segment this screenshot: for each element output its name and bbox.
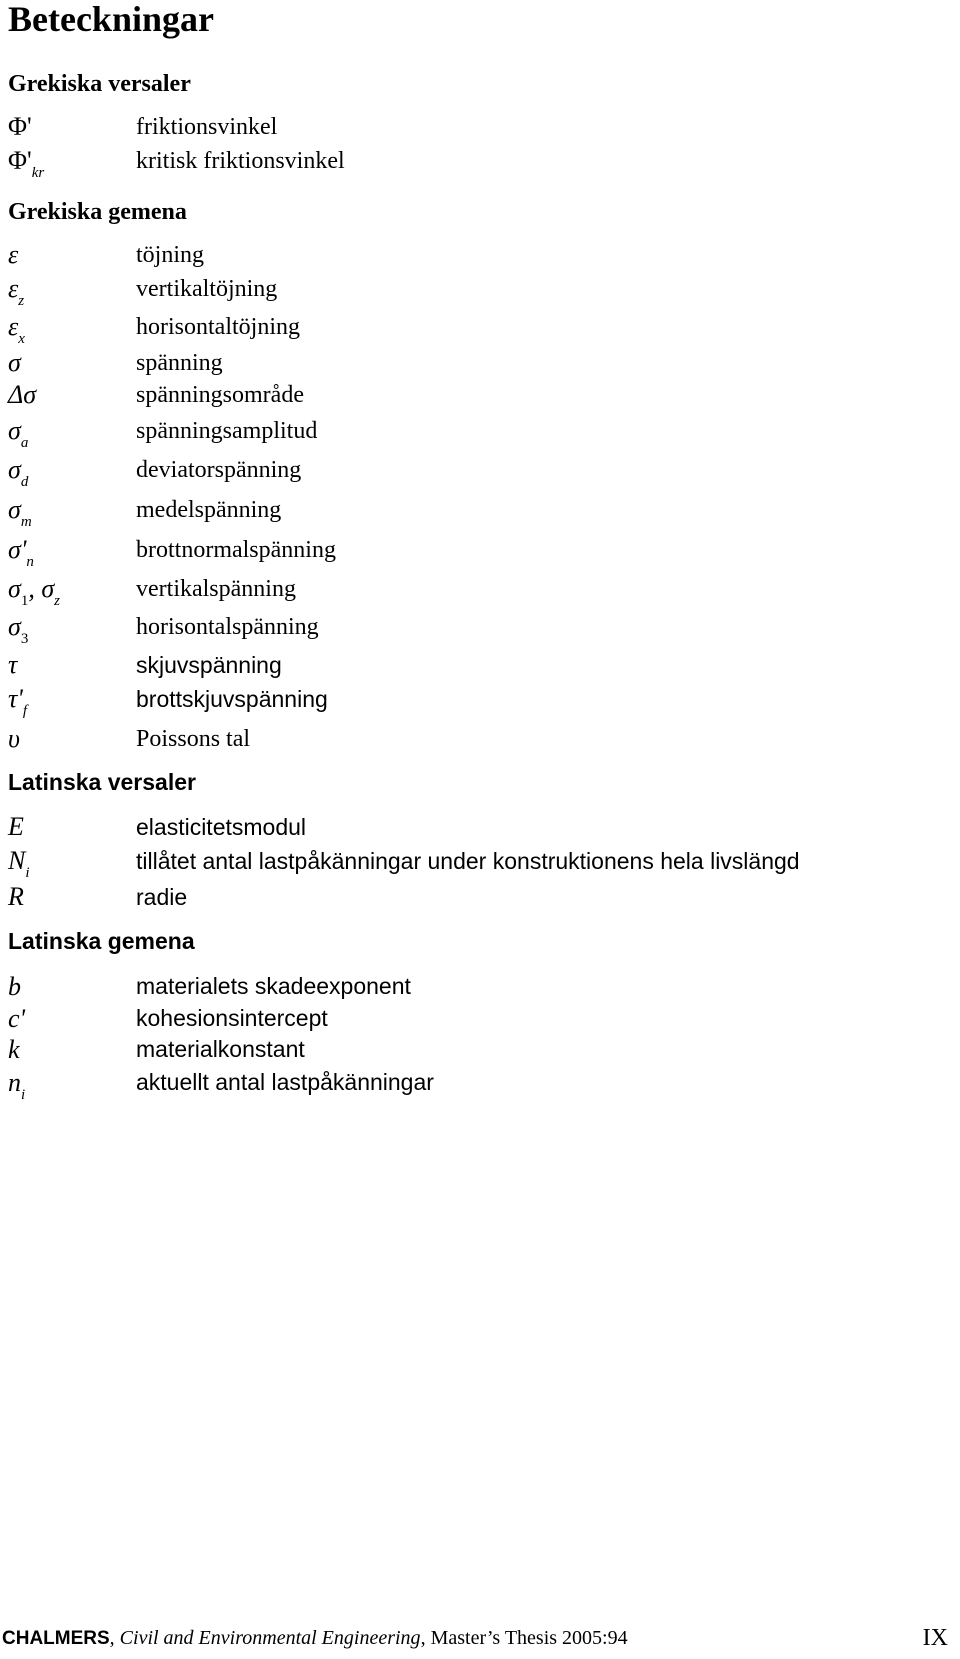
symbol: k <box>8 1035 20 1064</box>
symbol-description: spänningsamplitud <box>136 418 318 444</box>
symbol: E <box>8 812 24 841</box>
page-number: IX <box>922 1625 948 1651</box>
symbol: τ <box>8 650 18 679</box>
symbol: $\sigma_d$ <box>8 455 29 490</box>
symbol: $\sigma_m$ <box>8 495 32 530</box>
symbol-description: horisontaltöjning <box>136 314 300 340</box>
symbol-description: kritisk friktionsvinkel <box>136 148 345 174</box>
section-heading-greek-lower: Grekiska gemena <box>8 199 187 225</box>
symbol: $\sigma_a$ <box>8 416 29 451</box>
symbol-description: skjuvspänning <box>136 652 282 678</box>
symbol: σ <box>8 348 21 377</box>
symbol: υ <box>8 724 20 753</box>
symbol-description: elasticitetsmodul <box>136 814 307 840</box>
symbol-description: vertikalspänning <box>136 576 296 602</box>
symbol-description: töjning <box>136 242 205 268</box>
footer-thesis: , Master’s Thesis 2005:94 <box>420 1627 628 1649</box>
symbol: $\sigma_1$, $\sigma_z$ <box>8 574 60 609</box>
symbol-description: spänning <box>136 350 223 376</box>
section-heading-greek-upper: Grekiska versaler <box>8 71 191 97</box>
symbol-description: materialets skadeexponent <box>136 973 411 999</box>
symbol-description: Poissons tal <box>136 726 251 752</box>
footer-department: Civil and Environmental Engineering <box>119 1627 421 1649</box>
symbol: R <box>8 882 24 911</box>
footer-separator: , <box>109 1627 120 1649</box>
symbol-description: materialkonstant <box>136 1036 305 1062</box>
symbol: $\sigma_3$ <box>8 612 29 647</box>
symbol-description: tillåtet antal lastpåkänningar under konstruktionens hela livslängd <box>136 848 800 874</box>
symbol-description: brottnormalspänning <box>136 537 336 563</box>
symbol: $\varepsilon_z$ <box>8 274 25 309</box>
symbol-description: radie <box>136 884 188 910</box>
page-title: Beteckningar <box>8 0 214 39</box>
symbol-description: spänningsområde <box>136 382 304 408</box>
symbol: ε <box>8 240 19 269</box>
symbol: $\sigma'_n$ <box>8 535 34 570</box>
symbol-description: deviatorspänning <box>136 457 302 483</box>
section-heading-latin-upper: Latinska versaler <box>8 769 196 795</box>
symbol: Φ' <box>8 112 32 141</box>
symbol: c' <box>8 1004 26 1033</box>
symbol: Δσ <box>8 380 37 409</box>
symbol: $\varepsilon_x$ <box>8 312 25 347</box>
symbol: $N_i$ <box>8 846 30 881</box>
symbol-description: horisontalspänning <box>136 614 319 640</box>
footer-org: CHALMERS <box>2 1628 110 1649</box>
symbol: b <box>8 972 21 1001</box>
symbol-description: aktuellt antal lastpåkänningar <box>136 1069 434 1095</box>
page-footer <box>2 1625 958 1654</box>
symbol-description: vertikaltöjning <box>136 276 278 302</box>
symbol: $\Phi'_{kr}$ <box>8 146 45 181</box>
symbol: $n_i$ <box>8 1068 26 1103</box>
symbol-description: medelspänning <box>136 497 282 523</box>
section-heading-latin-lower: Latinska gemena <box>8 928 195 954</box>
symbol-description: brottskjuvspänning <box>136 686 328 712</box>
symbol-description: friktionsvinkel <box>136 114 278 140</box>
symbol-description: kohesionsintercept <box>136 1005 328 1031</box>
symbol: $\tau'_f$ <box>8 684 28 719</box>
